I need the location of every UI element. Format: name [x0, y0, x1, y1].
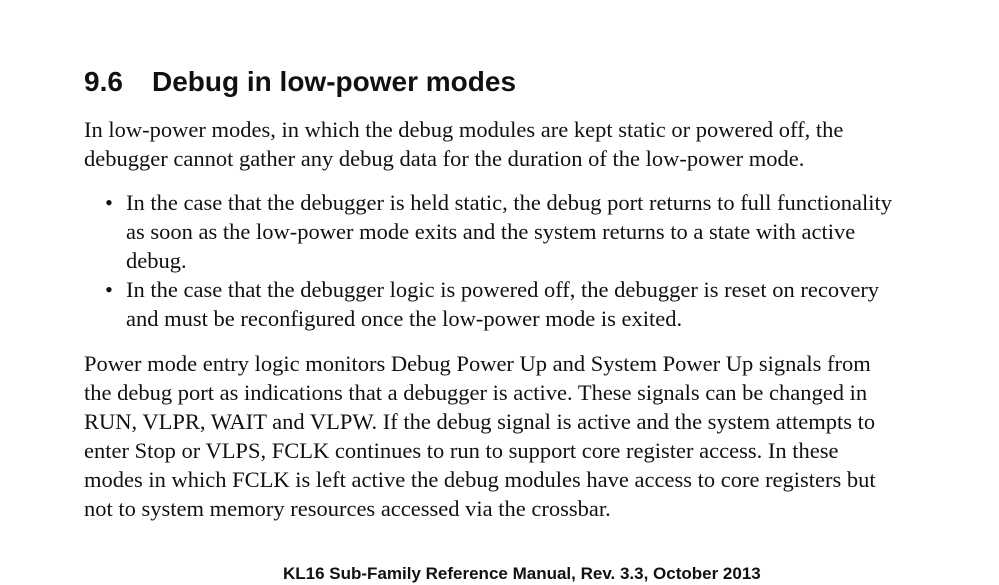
- bullet-line: and must be reconfigured once the low-power mode is exited.: [126, 306, 683, 331]
- section-number: 9.6: [84, 66, 123, 97]
- body-line: not to system memory resources accessed via the crossbar.: [84, 496, 611, 521]
- bullet-list: [84, 188, 892, 333]
- body-paragraph: [84, 349, 876, 523]
- bullet-line: In the case that the debugger is held static, the debug port returns to full functionality: [126, 190, 893, 215]
- intro-line: debugger cannot gather any debug data for the duration of the low-power mode.: [84, 146, 805, 171]
- page-footer: KL16 Sub-Family Reference Manual, Rev. 3.3, October 2013: [283, 564, 761, 583]
- bullet-dot-icon: •: [105, 277, 113, 302]
- intro-line: In low-power modes, in which the debug modules are kept static or powered off, the: [84, 117, 844, 142]
- bullet-line: In the case that the debugger logic is powered off, the debugger is reset on recovery: [126, 277, 880, 302]
- bullet-item: [84, 188, 892, 275]
- bullet-dot-icon: •: [105, 190, 113, 215]
- body-line: enter Stop or VLPS, FCLK continues to run to support core register access. In these: [84, 438, 839, 463]
- bullet-line: as soon as the low-power mode exits and the system returns to a state with active: [126, 219, 856, 244]
- section-heading: [84, 62, 516, 102]
- bullet-line: debug.: [126, 248, 187, 273]
- body-line: the debug port as indications that a debugger is active. These signals can be changed in: [84, 380, 868, 405]
- intro-paragraph: [84, 115, 843, 173]
- body-line: modes in which FCLK is left active the debug modules have access to core registers but: [84, 467, 876, 492]
- section-title: Debug in low-power modes: [152, 66, 517, 97]
- bullet-item: [84, 275, 892, 333]
- body-line: RUN, VLPR, WAIT and VLPW. If the debug signal is active and the system attempts to: [84, 409, 876, 434]
- body-line: Power mode entry logic monitors Debug Power Up and System Power Up signals from: [84, 351, 871, 376]
